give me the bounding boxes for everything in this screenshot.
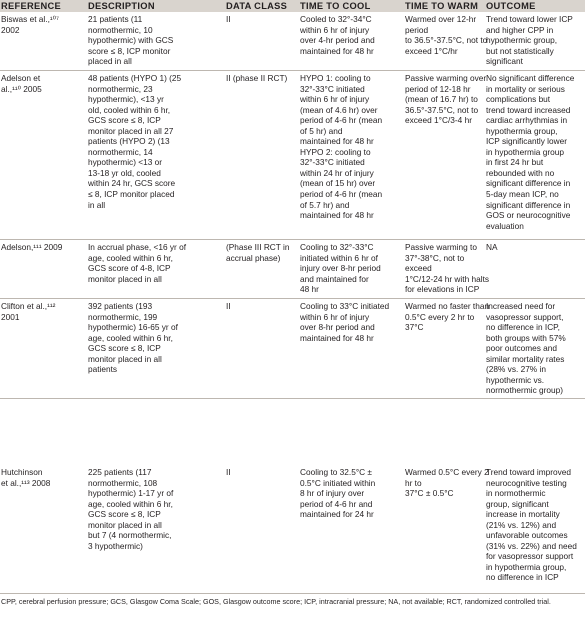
cell-time-to-cool: Cooling to 33°C initiated within 6 hr of injury over 8-hr period and maintained for 48 hr xyxy=(300,301,390,343)
cell-data-class: (Phase III RCT in accrual phase) xyxy=(226,242,290,263)
cell-description: 21 patients (11 normothermic, 10 hypothermic) with GCS score ≤ 8, ICP monitor placed in all xyxy=(88,14,174,67)
row-divider xyxy=(0,593,585,594)
cell-description: In accrual phase, <16 yr of age, cooled within 6 hr, GCS score of 4-8, ICP monitor placed in all xyxy=(88,242,187,284)
cell-time-to-warm: Warmed 0.5°C every 2 hr to 37°C ± 0.5°C xyxy=(405,467,489,499)
cell-reference: Biswas et al.,¹⁰⁷ 2002 xyxy=(1,14,59,35)
cell-outcome: No significant difference in mortality or serious complications but trend toward increased cardiac arrhythmias in hypothermia group, ICP significantly lower in hypothermia group in first 24 hr but rebounded with no significant difference in 5-day mean ICP, no significant difference in GOS or neurocognitive evaluation xyxy=(486,73,575,231)
table-header xyxy=(0,0,585,12)
cell-data-class: II xyxy=(226,467,231,477)
row-divider xyxy=(0,239,585,240)
header-description: DESCRIPTION xyxy=(88,1,155,11)
cell-reference: Adelson et al.,¹¹⁰ 2005 xyxy=(1,73,42,94)
cell-outcome: NA xyxy=(486,242,498,252)
cell-time-to-warm: Passive warming to 37°-38°C, not to exceed 1°C/12-24 hr with halts for elevations in ICP xyxy=(405,242,490,295)
cell-outcome: Trend toward improved neurocognitive testing in normothermic group, significant increase in mortality (21% vs. 12%) and unfavorable outcomes (31% vs. 22%) and need for vasopressor support in hypothermia group, no difference in ICP xyxy=(486,467,577,583)
header-data-class: DATA CLASS xyxy=(226,1,288,11)
cell-description: 392 patients (193 normothermic, 199 hypothermic) 16-65 yr of age, cooled within 6 hr, GCS score ≤ 8, ICP monitor placed in all patients xyxy=(88,301,178,375)
cell-reference: Adelson,¹¹¹ 2009 xyxy=(1,242,63,252)
cell-time-to-cool: Cooling to 32.5°C ± 0.5°C initiated within 8 hr of injury over period of 4-6 hr and maintained for 24 hr xyxy=(300,467,376,520)
cell-outcome: Increased need for vasopressor support, no difference in ICP, both groups with 57% poor outcomes and similar mortality rates (28% vs. 27% in hypothermic vs. normothermic group) xyxy=(486,301,566,396)
cell-time-to-cool: Cooling to 32°-33°C initiated within 6 hr of injury over 8-hr period and maintained for 48 hr xyxy=(300,242,381,295)
row-divider xyxy=(0,298,585,299)
header-time-to-cool: TIME TO COOL xyxy=(300,1,371,11)
cell-time-to-warm: Warmed over 12-hr period to 36.5°-37.5°C, not to exceed 1°C/hr xyxy=(405,14,488,56)
header-outcome: OUTCOME xyxy=(486,1,536,11)
table-footnote: CPP, cerebral perfusion pressure; GCS, Glasgow Coma Scale; GOS, Glasgow outcome score; ICP, intracranial pressure; NA, not available; RCT, randomized controlled trial. xyxy=(1,597,551,606)
cell-time-to-cool: HYPO 1: cooling to 32°-33°C initiated within 6 hr of injury (mean of 4.6 hr) over period of 4-6 hr (mean of 5 hr) and maintained for 48 hr HYPO 2: cooling to 32°-33°C initiated within 24 hr of injury (mean of 15 hr) over period of 4-6 hr (mean of 5.7 hr) and maintained for 48 hr xyxy=(300,73,383,221)
cell-time-to-cool: Cooled to 32°-34°C within 6 hr of injury over 4-hr period and maintained for 48 hr xyxy=(300,14,375,56)
cell-data-class: II xyxy=(226,14,231,24)
cell-description: 48 patients (HYPO 1) (25 normothermic, 23 hypothermic), <13 yr old, cooled within 6 hr, GCS score ≤ 8, ICP monitor placed in all 27 patients (HYPO 2) (13 normothermic, 14 hypothermic) <13 or 13-18 yr old, cooled within 24 hr, GCS score ≤ 8, ICP monitor placed in all xyxy=(88,73,182,210)
header-time-to-warm: TIME TO WARM xyxy=(405,1,479,11)
cell-description: 225 patients (117 normothermic, 108 hypothermic) 1-17 yr of age, cooled within 6 hr, GCS score ≤ 8, ICP monitor placed in all but 7 (4 normothermic, 3 hypothermic) xyxy=(88,467,174,551)
cell-data-class: II (phase II RCT) xyxy=(226,73,288,83)
header-reference: REFERENCE xyxy=(1,1,62,11)
row-divider xyxy=(0,70,585,71)
cell-outcome: Trend toward lower ICP and higher CPP in hypothermic group, but not statistically significant xyxy=(486,14,573,67)
cell-data-class: II xyxy=(226,301,231,311)
row-divider xyxy=(0,398,585,399)
cell-reference: Hutchinson et al.,¹¹³ 2008 xyxy=(1,467,51,488)
cell-time-to-warm: Warmed no faster than 0.5°C every 2 hr to 37°C xyxy=(405,301,490,333)
cell-reference: Clifton et al.,¹¹² 2001 xyxy=(1,301,56,322)
cell-time-to-warm: Passive warming over period of 12-18 hr (mean of 16.7 hr) to 36.5°-37.5°C, not to exceed 1°C/3-4 hr xyxy=(405,73,487,126)
